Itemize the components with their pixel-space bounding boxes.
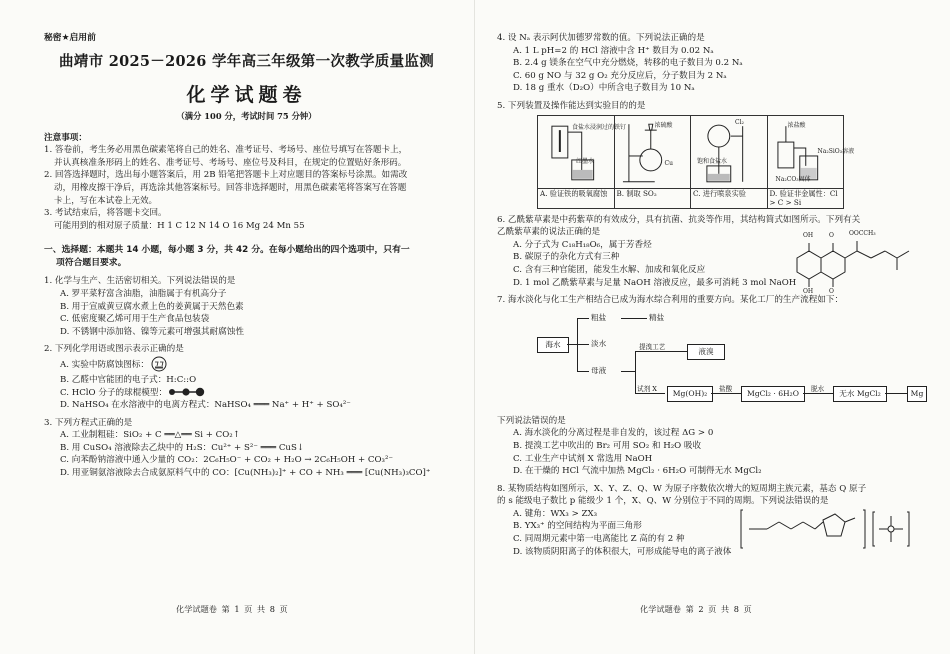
caption-d: D. 验证非金属性：Cl > C > Si: [768, 188, 844, 208]
q4-option-c: C. 60 g NO 与 32 g O₂ 充分反应后，分子数目为 2 Nₐ: [513, 70, 727, 81]
apparatus-b-drawing: [615, 116, 691, 188]
question-8-options: [497, 508, 920, 558]
label-cu: Cu: [664, 159, 673, 167]
label-iron-nail: 食盐水浸润过的铁钉: [572, 123, 627, 131]
question-1: 1. 化学与生产、生活密切相关。下列说法错误的是: [44, 276, 236, 287]
page-2-footer: 化学试题卷 第 2 页 共 8 页: [640, 604, 752, 614]
q4-option-a: A. 1 L pH=2 的 HCl 溶液中含 H⁺ 数目为 0.02 Nₐ: [513, 45, 714, 56]
q2-option-c-text: C. HClO 分子的球棍模型：: [60, 387, 168, 398]
flow-reagent-x: 试剂 X: [637, 384, 657, 393]
q2-option-d: D. NaHSO₄ 在水溶液中的电离方程式：NaHSO₄ ═══ Na⁺ + H⁺ + SO₄²⁻: [60, 400, 351, 411]
apparatus-b: [615, 116, 692, 208]
q6-option-b: B. 碳原子的杂化方式有三种: [513, 252, 620, 263]
question-6-block: [497, 214, 920, 295]
notice-2a: 2. 回答选择题时，选出每小题答案后，用 2B 铅笔把答题卡上对应题目的答案标号涂黑。如需改: [44, 170, 408, 181]
notice-2b: 动，用橡皮擦干净后，再选涂其他答案标号。回答非选择题时，用黑色碳素笔将答案写在答题: [54, 182, 407, 193]
q7-option-a: A. 海水淡化的分离过程是非自发的，该过程 ΔG > 0: [513, 428, 714, 439]
flow-mg: Mg: [907, 386, 927, 402]
q2-option-a: [44, 356, 449, 374]
q7-option-d: D. 在干燥的 HCl 气流中加热 MgCl₂ · 6H₂O 可制得无水 MgCl₂: [513, 466, 762, 477]
flow-mgcl2-6h2o: MgCl₂ · 6H₂O: [741, 386, 805, 402]
label-saturated-brine: 饱和食盐水: [697, 157, 728, 165]
score-info: （满分 100 分，考试时间 75 分钟）: [176, 110, 317, 121]
q3-option-d: D. 用亚铜氨溶液除去合成氨原料气中的 CO：[Cu(NH₃)₂]⁺ + CO + NH₃ ═══ [Cu(NH₃)₃CO]⁺: [60, 468, 431, 479]
label-conc-hcl: 浓盐酸: [787, 121, 806, 129]
shikonin-structure: [787, 230, 917, 302]
flow-dehydrate: 脱水: [811, 384, 825, 393]
q4-option-b: B. 2.4 g 镁条在空气中充分燃烧，转移的电子数目为 0.2 Nₐ: [513, 58, 743, 69]
label-conc-sulfuric: 浓硫酸: [654, 121, 673, 129]
question-3: 3. 下列方程式正确的是: [44, 417, 133, 428]
flow-crude-salt: 粗盐: [591, 312, 607, 322]
q1-option-d: D. 不锈钢中添加铬、镍等元素可增强其耐腐蚀性: [60, 326, 244, 337]
caption-b: B. 制取 SO₂: [615, 188, 691, 208]
notice-heading: 注意事项：: [44, 132, 87, 143]
q7-option-c: C. 工业生产中试剂 X 常选用 NaOH: [513, 453, 653, 464]
label-o-top: O: [829, 231, 834, 239]
question-4: 4. 设 Nₐ 表示阿伏加德罗常数的值。下列说法正确的是: [497, 33, 705, 43]
q4-option-d: D. 18 g 重水（D₂O）中所含电子数目为 10 Nₐ: [513, 83, 695, 94]
q2-option-a-text: A. 实验中防腐蚀图标：: [60, 359, 150, 370]
flow-mother-liquor: 母液: [591, 365, 607, 375]
apparatus-c-drawing: [691, 116, 767, 188]
caption-c: C. 进行喷泉实验: [691, 188, 767, 208]
flow-bromine-process: 提溴工艺: [639, 342, 666, 351]
q8-option-c: C. 同周期元素中第一电离能比 Z 高的有 2 种: [513, 534, 685, 545]
flow-refined-salt: 精盐: [649, 312, 665, 322]
question-5: 5. 下列装置及操作能达到实验目的的是: [497, 100, 646, 111]
ball-stick-model-icon: [167, 387, 207, 397]
label-na2sio3: Na₂SiO₃溶液: [817, 147, 855, 155]
section-1-heading-cont: 项符合题目要求。: [56, 258, 127, 269]
question-7-prompt: 下列说法错误的是: [497, 415, 566, 426]
caption-a: A. 验证铁的吸氧腐蚀: [538, 188, 614, 208]
label-oh-bottom: OH: [803, 287, 814, 295]
q3-option-b: B. 用 CuSO₄ 溶液除去乙炔中的 H₂S：Cu²⁺ + S²⁻ ═══ CuS↓: [60, 442, 305, 453]
q2-option-b: B. 乙醛中官能团的电子式：H:C::O: [60, 374, 197, 385]
label-oocch3: OOCCH₃: [849, 229, 876, 237]
question-8-cont: 的 s 能级电子数比 p 能级少 1 个，X、Q、W 分别位于不同的周期。下列说法错误的是: [497, 496, 829, 507]
secret-label: 秘密★启用前: [44, 33, 96, 43]
notice-2c: 卡上，写在本试卷上无效。: [54, 195, 158, 206]
q8-option-d: D. 该物质阴阳离子的体积很大，可形成能导电的离子液体: [513, 546, 732, 557]
q8-option-a: A. 键角：WX₃ > ZX₃: [513, 508, 598, 519]
label-red-ink: 红墨水: [576, 157, 595, 165]
notice-1a: 1. 答卷前，考生务必用黑色碳素笔将自己的姓名、准考证号、考场号、座位号填写在答题卡上，: [44, 145, 408, 156]
atomic-masses: 可能用到的相对原子质量：H 1 C 12 N 14 O 16 Mg 24 Mn 55: [54, 220, 305, 231]
notice-3: 3. 考试结束后，将答题卡交回。: [44, 208, 167, 219]
q6-option-c: C. 含有三种官能团，能发生水解、加成和氧化反应: [513, 264, 706, 275]
q3-option-a: A. 工业制粗硅：SiO₂ + C ══△══ Si + CO₂↑: [60, 430, 240, 441]
label-na2co3: Na₂CO₃固体: [775, 175, 811, 183]
apparatus-c: [691, 116, 768, 208]
question-8: 8. 某物质结构如图所示，X、Y、Z、Q、W 为原子序数依次增大的短周期主族元素，基态 Q 原子: [497, 483, 867, 494]
flow-seawater: 海水: [537, 337, 569, 353]
flow-liquid-bromine: 液溴: [687, 344, 725, 360]
question-7: 7. 海水淡化与化工生产相结合已成为海水综合利用的重要方向。某化工厂的生产流程如下：: [497, 295, 844, 306]
flow-mgoh2: Mg(OH)₂: [667, 386, 713, 402]
exam-page-2: [475, 0, 950, 654]
q6-option-a: A. 分子式为 C₁₈H₁₈O₆，属于芳香烃: [513, 239, 652, 250]
label-o-bottom: O: [829, 287, 834, 295]
label-cl2: Cl₂: [735, 118, 744, 126]
apparatus-d: [768, 116, 855, 208]
q7-option-b: B. 提溴工艺中吹出的 Br₂ 可用 SO₂ 和 H₂O 吸收: [513, 440, 702, 451]
question-2: 2. 下列化学用语或图示表示正确的是: [44, 344, 184, 355]
apparatus-a: [538, 116, 627, 208]
ionic-liquid-structure: [739, 506, 919, 552]
label-oh-top: OH: [803, 231, 814, 239]
question-6: 6. 乙酰紫草素是中药紫草的有效成分，具有抗菌、抗炎等作用，其结构简式如图所示。下列有关: [497, 214, 861, 225]
flow-hcl: 盐酸: [719, 384, 733, 393]
q8-option-b: B. YX₃⁺ 的空间结构为平面三角形: [513, 521, 642, 532]
q1-option-a: A. 罗平菜籽富含油脂，油脂属于有机高分子: [60, 288, 227, 299]
q1-option-c: C. 低密度聚乙烯可用于生产食品包装袋: [60, 314, 210, 325]
q7-flowchart: [497, 309, 924, 413]
page-1-footer: 化学试题卷 第 1 页 共 8 页: [176, 604, 288, 614]
notice-1b: 并认真核准条形码上的姓名、准考证号、考场号、座位号及科目，在规定的位置贴好条形码。: [54, 157, 407, 168]
q1-option-b: B. 用于宣威黄豆腐水煮上色的姜黄属于天然色素: [60, 301, 244, 312]
q3-option-c: C. 向苯酚钠溶液中通入少量的 CO₂：2C₆H₅O⁻ + CO₂ + H₂O → 2C₆H₅OH + CO₃²⁻: [60, 455, 393, 466]
q6-option-d: D. 1 mol 乙酰紫草素与足量 NaOH 溶液反应，最多可消耗 3 mol NaOH: [513, 277, 797, 288]
exam-title: 化学试题卷: [186, 83, 307, 106]
section-1-heading: 一、选择题：本题共 14 小题，每小题 3 分，共 42 分。在每小题给出的四个选项中，只有一: [44, 245, 410, 256]
corrosion-icon: [151, 356, 167, 372]
q2-option-c: [44, 387, 449, 400]
flow-fresh-water: 淡水: [591, 338, 607, 348]
flow-anhydrous-mgcl2: 无水 MgCl₂: [833, 386, 887, 402]
exam-header-title: 曲靖市 2025－2026 学年高三年级第一次教学质量监测: [58, 52, 434, 70]
q5-apparatus-figure: [537, 115, 855, 209]
question-6-cont: 乙酰紫草素的说法正确的是: [497, 227, 601, 238]
